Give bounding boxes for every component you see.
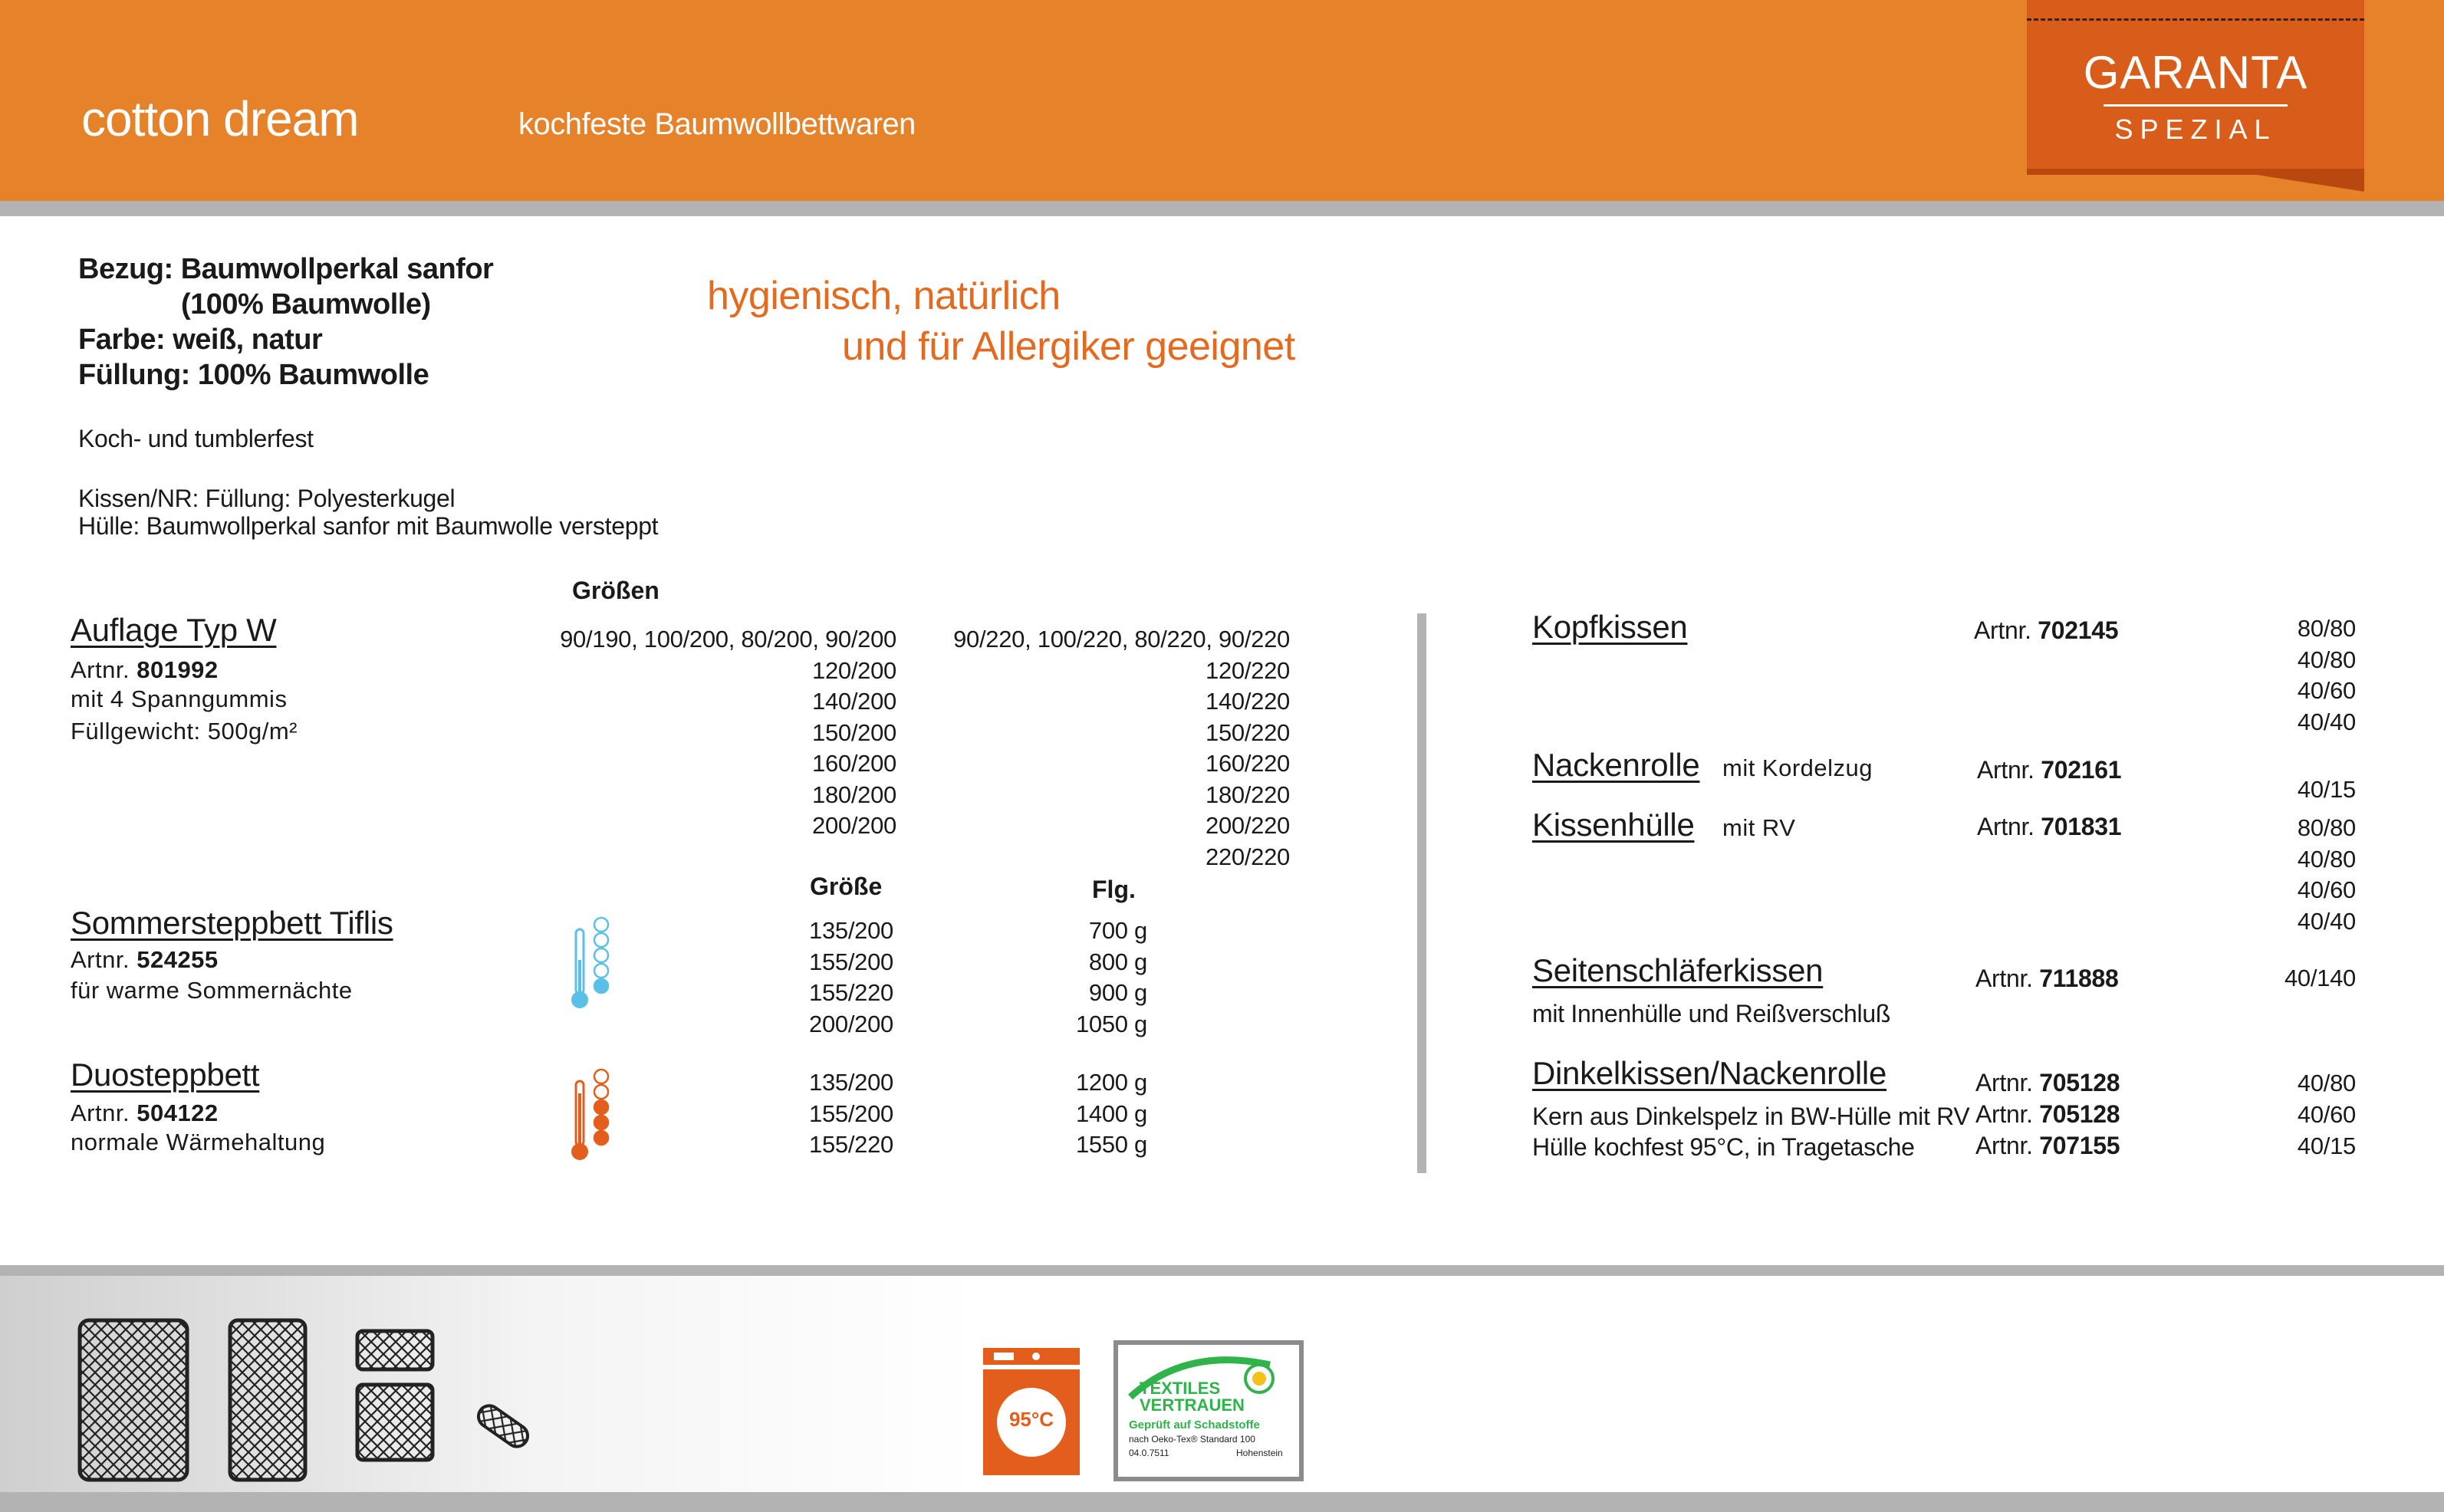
pillow-filling-note: Kissen/NR: Füllung: Polyesterkugel <box>78 485 456 512</box>
size-item: 40/140 <box>2284 965 2356 991</box>
oeko-tex-title: TEXTILES VERTRAUEN <box>1140 1379 1245 1415</box>
small-pillow-icon <box>357 1331 433 1369</box>
size-item: 160/200 <box>812 750 896 777</box>
size-item: 180/220 <box>1206 781 1290 808</box>
artnr-auflage: Artnr. 801992 <box>71 656 219 683</box>
size-item: 120/200 <box>812 656 896 684</box>
artnr-value: 707155 <box>2039 1132 2120 1159</box>
washing-machine-panel <box>983 1365 1080 1369</box>
washing-machine-knob <box>1032 1353 1040 1360</box>
weight-item: 1050 g <box>1075 1010 1147 1037</box>
brand-name: cotton dream <box>81 91 359 146</box>
size-item: 40/60 <box>2297 677 2356 704</box>
artnr-seitenschlaeferkissen: Artnr. 711888 <box>1975 965 2119 992</box>
artnr-value: 702161 <box>2041 756 2122 784</box>
pillow-icon <box>357 1385 433 1460</box>
auflage-desc-1: mit 4 Spanngummis <box>71 685 288 712</box>
size-item: 140/220 <box>1206 688 1290 715</box>
size-item: 90/190, 100/200, 80/200, 90/200 <box>560 626 896 652</box>
column-divider <box>1417 613 1426 1173</box>
seitenschlaeferkissen-desc: mit Innenhülle und Reißverschluß <box>1532 1000 1891 1027</box>
duvet-icon <box>230 1320 305 1480</box>
size-item: 135/200 <box>809 1069 893 1096</box>
product-title-dinkelkissen: Dinkelkissen/Nackenrolle <box>1532 1055 1886 1091</box>
size-item: 155/200 <box>809 1099 893 1127</box>
auflage-sizes-220 <box>953 624 1290 873</box>
size-item: 40/60 <box>2297 1101 2356 1128</box>
wash-temperature: 95°C <box>1008 1408 1054 1431</box>
weight-item: 1400 g <box>1075 1099 1147 1127</box>
oeko-tex-standard: nach Oeko-Tex® Standard 100 <box>1129 1434 1255 1445</box>
size-item: 200/200 <box>812 812 896 839</box>
size-item: 40/80 <box>2297 1070 2356 1096</box>
size-item: 40/80 <box>2297 646 2356 673</box>
weight-item: 1200 g <box>1075 1069 1147 1096</box>
logo-title: GARANTA <box>2083 47 2308 98</box>
product-shape-icons <box>77 1317 537 1486</box>
sizes-header: Größen <box>572 577 660 604</box>
weight-item: 1550 g <box>1075 1131 1147 1158</box>
logo-subtitle: SPEZIAL <box>2114 113 2277 145</box>
weight-item: 900 g <box>1088 979 1147 1006</box>
weight-item: 700 g <box>1088 917 1147 944</box>
sommer-weights <box>1076 915 1147 1040</box>
size-item: 40/40 <box>2297 907 2356 935</box>
artnr-row: Artnr. 705128 <box>1975 1100 2120 1128</box>
spec-bezug-detail: (100% Baumwolle) <box>181 288 431 320</box>
size-item: 155/220 <box>809 1131 893 1158</box>
product-title-kopfkissen: Kopfkissen <box>1532 609 1688 645</box>
kissenhuelle-sizes <box>2298 813 2356 937</box>
size-item: 40/60 <box>2297 876 2356 903</box>
sommer-desc: für warme Sommernächte <box>71 977 353 1004</box>
artnr-dinkelkissen-list <box>1975 1067 2120 1162</box>
sommer-sizes <box>809 915 893 1040</box>
product-title-seitenschlaeferkissen: Seitenschläferkissen <box>1532 952 1824 988</box>
dinkelkissen-desc-1: Kern aus Dinkelspelz in BW-Hülle mit RV <box>1532 1103 1970 1130</box>
duo-desc: normale Wärmehaltung <box>71 1129 326 1155</box>
kopfkissen-sizes <box>2298 613 2356 738</box>
size-item: 40/40 <box>2297 708 2356 735</box>
auflage-desc-2: Füllgewicht: 500g/m² <box>71 718 298 744</box>
product-title-sommer: Sommersteppbett Tiflis <box>71 905 393 941</box>
size-item: 120/220 <box>1206 656 1290 684</box>
size-item: 150/200 <box>812 718 896 746</box>
spec-fuellung: Füllung: 100% Baumwolle <box>78 359 429 391</box>
artnr-value: 705128 <box>2039 1100 2120 1128</box>
size-item: 80/80 <box>2297 814 2356 841</box>
size-item: 200/200 <box>809 1010 893 1037</box>
logo-rule <box>2104 104 2288 107</box>
artnr-value: 701831 <box>2041 813 2122 840</box>
duo-sizes <box>809 1067 893 1161</box>
pillow-cover-note: Hülle: Baumwollperkal sanfor mit Baumwolle versteppt <box>78 512 659 540</box>
neck-roll-icon <box>474 1402 531 1451</box>
nackenrolle-note: mit Kordelzug <box>1722 754 1873 781</box>
size-item: 160/220 <box>1206 750 1290 777</box>
artnr-value: 524255 <box>137 946 219 973</box>
size-item: 220/220 <box>1206 843 1290 870</box>
dinkelkissen-sizes <box>2298 1067 2356 1162</box>
oeko-tex-subtitle: Geprüft auf Schadstoffe <box>1129 1418 1260 1431</box>
size-item: 180/200 <box>812 781 896 808</box>
kissenhuelle-note: mit RV <box>1722 814 1796 841</box>
slogan-line-1: hygienisch, natürlich <box>707 274 1061 318</box>
artnr-sommer: Artnr. 524255 <box>71 946 219 973</box>
size-item: 40/80 <box>2297 845 2356 873</box>
product-title-duo: Duosteppbett <box>71 1057 260 1093</box>
artnr-value: 504122 <box>137 1099 219 1126</box>
size-item: 200/220 <box>1206 812 1290 839</box>
artnr-kopfkissen: Artnr. 702145 <box>1974 616 2119 644</box>
product-title-kissenhuelle: Kissenhülle <box>1532 807 1695 843</box>
product-title-auflage: Auflage Typ W <box>71 612 277 648</box>
artnr-value: 705128 <box>2039 1069 2120 1096</box>
artnr-kissenhuelle: Artnr. 701831 <box>1977 813 2122 840</box>
artnr-duo: Artnr. 504122 <box>71 1099 219 1126</box>
mattress-topper-icon <box>80 1320 187 1480</box>
nackenrolle-sizes <box>2298 774 2356 806</box>
artnr-value: 801992 <box>137 656 219 683</box>
artnr-value: 711888 <box>2039 965 2119 992</box>
logo-stitching <box>2027 18 2364 21</box>
oeko-tex-institute: Hohenstein <box>1236 1448 1283 1458</box>
size-item: 155/200 <box>809 948 893 975</box>
logo-ribbon-fold <box>2027 169 2364 192</box>
size-item: 40/15 <box>2297 776 2356 803</box>
size-item: 140/200 <box>812 688 896 715</box>
size-item: 150/220 <box>1206 718 1290 746</box>
artnr-nackenrolle: Artnr. 702161 <box>1977 756 2122 784</box>
dinkelkissen-desc-2: Hülle kochfest 95°C, in Tragetasche <box>1532 1133 1915 1161</box>
slogan-line-2: und für Allergiker geeignet <box>842 324 1295 369</box>
weight-item: 800 g <box>1088 948 1147 975</box>
size-item: 80/80 <box>2297 615 2356 642</box>
brand-tagline: kochfeste Baumwollbettwaren <box>518 107 916 141</box>
product-title-nackenrolle: Nackenrolle <box>1532 747 1700 783</box>
thermometer-summer-icon <box>571 914 610 1014</box>
spec-farbe: Farbe: weiß, natur <box>78 324 323 356</box>
header-divider <box>0 201 2444 216</box>
spec-bezug: Bezug: Baumwollperkal sanfor <box>78 253 494 285</box>
footer-bottom-bar <box>0 1492 2444 1512</box>
size-column-header: Größe <box>810 873 883 900</box>
size-item: 155/220 <box>809 979 893 1006</box>
duo-weights <box>1076 1067 1147 1161</box>
artnr-row: Artnr. 705128 <box>1975 1069 2120 1096</box>
material-specs <box>78 251 493 393</box>
auflage-sizes-200 <box>560 624 896 842</box>
care-note: Koch- und tumblerfest <box>78 425 314 452</box>
washing-machine-drawer <box>994 1353 1014 1360</box>
artnr-value: 702145 <box>2038 616 2119 644</box>
size-item: 135/200 <box>809 917 893 944</box>
footer-divider <box>0 1265 2444 1276</box>
oeko-tex-code: 04.0.7511 <box>1129 1448 1169 1458</box>
size-item: 90/220, 100/220, 80/220, 90/220 <box>953 626 1290 652</box>
weight-column-header: Flg. <box>1092 876 1136 903</box>
thermometer-warm-icon <box>571 1066 610 1165</box>
size-item: 40/15 <box>2297 1132 2356 1159</box>
seitenschlaeferkissen-sizes <box>2284 963 2356 994</box>
artnr-row: Artnr. 707155 <box>1975 1132 2120 1159</box>
